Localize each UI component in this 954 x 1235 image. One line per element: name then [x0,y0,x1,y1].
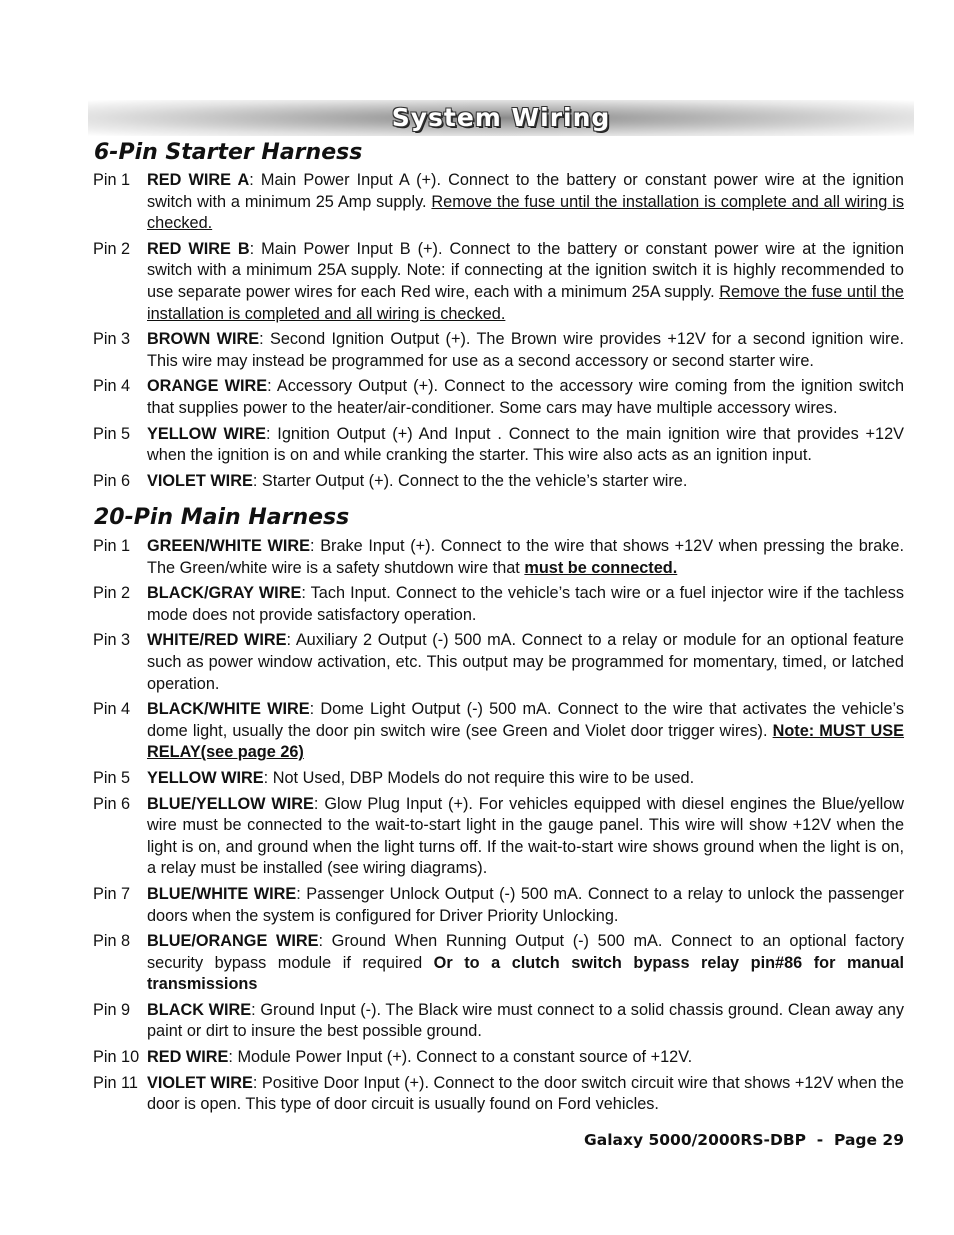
pin-text: : Main Power Input B (+). Connect to the battery or constant power wire at the ignition switch with a minimum 25A supply. Note: if connecting at the ignition switch it is highly recommended to use separate power wires for each Red wire, each with a minimum 25A supply. [147,239,905,301]
pin-description [147,239,904,325]
pin-description [147,170,904,235]
pin-text: : Second Ignition Output (+). The Brown wire provides +12V for a second ignition wire. This wire may instead be programmed for use as a second accessory or second starter wire. [147,330,904,370]
pin-description [147,1000,904,1043]
starter-harness-heading: 6-Pin Starter Harness [94,140,363,165]
wire-name: RED WIRE [147,1048,229,1067]
pin-number: Pin 3 [93,631,131,650]
list-item [93,536,904,579]
wire-name: GREEN/WHITE WIRE [147,537,311,555]
wire-name: WHITE/RED WIRE [147,631,287,650]
list-item [93,329,904,372]
section-banner [88,100,914,136]
pin-number: Pin 1 [93,171,131,189]
list-item [93,376,904,419]
wire-name: VIOLET WIRE [147,471,253,490]
pin-number: Pin 8 [93,932,131,951]
pin-description [147,536,904,579]
wire-name: BROWN WIRE [147,330,260,349]
pin-note: Note: MUST USE RELAY(see page 26) [147,721,905,762]
list-item [93,424,904,467]
wire-name: ORANGE WIRE [147,377,268,396]
list-item [93,1047,904,1069]
page-title: System Wiring [391,103,611,132]
starter-pin-list [93,170,904,496]
wire-name: RED WIRE B [147,239,250,258]
pin-text: : Starter Output (+). Connect to the the vehicle’s starter wire. [252,471,688,490]
wire-name: BLUE/YELLOW WIRE [147,794,314,813]
pin-description [147,376,904,419]
list-item [93,239,904,325]
pin-number: Pin 10 [93,1048,140,1067]
pin-number: Pin 6 [93,794,131,813]
pin-text: : Module Power Input (+). Connect to a constant source of +12V. [228,1048,693,1067]
list-item [93,884,904,927]
pin-number: Pin 5 [93,424,131,443]
wire-name: VIOLET WIRE [147,1073,253,1092]
list-item [93,170,904,235]
pin-description [147,794,904,880]
list-item [93,1073,904,1116]
list-item [93,794,904,880]
pin-description [147,630,904,695]
pin-text: : Main Power Input A (+). Connect to the battery or constant power wire at the ignition switch with a minimum 25 Amp supply. [147,171,904,211]
pin-number: Pin 3 [93,330,131,349]
pin-description [147,1047,904,1069]
list-item [93,630,904,695]
pin-note: Remove the fuse until the installation is complete and all wiring is checked. [147,192,904,233]
pin-text: : Dome Light Output (-) 500 mA. Connect to the wire that activates the vehicle’s dome light, usually the door pin switch wire (see Green and Violet door trigger wires). [147,700,904,740]
pin-description [147,329,904,372]
pin-number: Pin 2 [93,584,131,603]
pin-text: : Ground When Running Output (-) 500 mA. Connect to an optional factory security bypass module if required [147,932,904,972]
pin-number: Pin 4 [93,700,131,719]
wire-name: BLACK WIRE [147,1000,252,1019]
pin-text: : Ground Input (-). The Black wire must connect to a solid chassis ground. Clean away any paint or dirt to insure the best possible ground. [147,1000,904,1041]
pin-description [147,424,904,467]
wire-name: BLUE/WHITE WIRE [147,884,297,903]
pin-number: Pin 2 [93,239,131,258]
pin-text: : Tach Input. Connect to the vehicle’s tach wire or a fuel injector wire if the tachless mode does not provide satisfactory operation. [147,584,904,624]
page-footer: Galaxy 5000/2000RS-DBP - Page 29 [584,1131,904,1149]
pin-note: Remove the fuse until the installation is completed and all wiring is checked. [147,282,904,323]
pin-number: Pin 5 [93,768,131,787]
pin-number: Pin 7 [93,884,131,903]
list-item [93,583,904,626]
pin-text: : Not Used, DBP Models do not require this wire to be used. [263,768,695,787]
pin-description [147,699,904,764]
pin-description [147,471,904,493]
list-item [93,931,904,996]
pin-number: Pin 1 [93,537,131,555]
pin-note: must be connected. [524,558,678,577]
pin-text: : Passenger Unlock Output (-) 500 mA. Connect to a relay to unlock the passenger doors when the system is configured for Driver Priority Unlocking. [147,884,905,925]
pin-emphasis: Or to a clutch switch bypass relay pin#86 for manual transmissions [147,953,904,994]
pin-number: Pin 6 [93,471,131,490]
list-item [93,699,904,764]
pin-description [147,1073,904,1116]
pin-number: Pin 4 [93,377,131,396]
list-item [93,471,904,493]
pin-number: Pin 11 [93,1073,138,1092]
pin-text: : Brake Input (+). Connect to the wire that shows +12V when pressing the brake. The Green/white wire is a safety shutdown wire that [147,537,904,577]
wire-name: YELLOW WIRE [147,768,264,787]
pin-text: : Glow Plug Input (+). For vehicles equipped with diesel engines the Blue/yellow wire must be connected to the wait-to-start light in the gauge panel. This wire will show +12V when the light is on, and ground when the light turns off. If the wait-to-start wire shows ground when the light is on, a relay must be installed (see wiring diagrams). [147,794,905,878]
wire-name: YELLOW WIRE [147,424,266,443]
main-pin-list [93,536,904,1120]
wire-name: BLACK/GRAY WIRE [147,584,302,603]
pin-text: : Positive Door Input (+). Connect to the door switch circuit wire that shows +12V when the door is open. This type of door circuit is usually found on Ford vehicles. [147,1073,904,1114]
pin-description [147,931,904,996]
main-harness-heading: 20-Pin Main Harness [94,505,350,530]
pin-text: : Accessory Output (+). Connect to the accessory wire coming from the ignition switch that supplies power to the heater/air-conditioner. Some cars may have multiple accessory wires. [147,377,904,417]
pin-description [147,768,904,790]
list-item [93,1000,904,1043]
wire-name: RED WIRE A [147,171,250,189]
list-item [93,768,904,790]
pin-text: : Auxiliary 2 Output (-) 500 mA. Connect to a relay or module for an optional feature such as power window activation, etc. This output may be programmed for momentary, timed, or latched operation. [147,631,904,693]
wire-name: BLUE/ORANGE WIRE [147,932,319,951]
pin-description [147,884,904,927]
pin-text: : Ignition Output (+) And Input . Connect to the main ignition wire that provides +12V when the ignition is on and while cranking the starter. This wire also acts as an ignition input. [147,424,905,465]
wire-name: BLACK/WHITE WIRE [147,700,310,719]
pin-description [147,583,904,626]
pin-number: Pin 9 [93,1000,131,1019]
